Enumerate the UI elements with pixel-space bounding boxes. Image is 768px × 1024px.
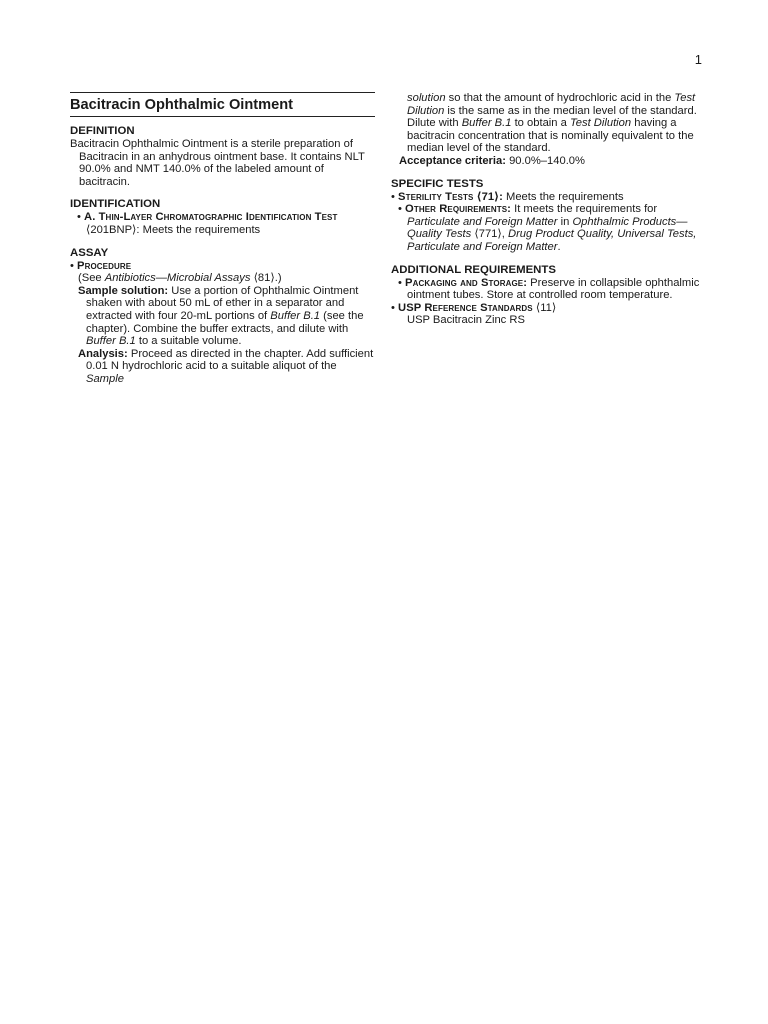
analysis-continued bbox=[391, 92, 701, 155]
analysis-text-2: so that the amount of hydrochloric acid in the bbox=[448, 92, 672, 104]
sample-solution bbox=[70, 285, 375, 348]
assay-procedure bbox=[70, 260, 375, 273]
identification-heading: IDENTIFICATION bbox=[70, 198, 161, 211]
sterility-tests-item bbox=[391, 191, 701, 204]
other-requirements-text-3: ⟨771⟩, bbox=[474, 228, 505, 241]
analysis-text-3: is the same as in the median level of the standard. Dilute with bbox=[407, 104, 697, 130]
other-requirements-italic-3: Drug Product Quality, Universal Tests, Particulate and Foreign Matter bbox=[407, 228, 697, 253]
bullet: • bbox=[391, 190, 395, 203]
packaging-storage-item bbox=[391, 277, 701, 302]
analysis-italic-2: Test Dilution bbox=[407, 92, 696, 117]
analysis-label: Analysis: bbox=[78, 347, 128, 360]
usp-reference-standards-ref: ⟨11⟩ bbox=[535, 301, 557, 314]
see-suffix: ⟨81⟩.) bbox=[253, 272, 282, 285]
identification-test-label: A. Thin-Layer Chromatographic Identification Test bbox=[84, 211, 338, 224]
other-requirements-text-4: . bbox=[557, 240, 561, 253]
other-requirements-italic-2: Ophthalmic Products—Quality Tests bbox=[407, 215, 688, 241]
identification-item bbox=[70, 211, 375, 236]
page-number: 1 bbox=[694, 52, 702, 67]
bullet: • bbox=[391, 301, 395, 314]
analysis-italic-3: Buffer B.1 bbox=[461, 117, 512, 130]
acceptance-label: Acceptance criteria: bbox=[399, 154, 506, 167]
analysis-text-5: having a bacitracin concentration that is nominally equivalent to the median level of the standard. bbox=[407, 117, 694, 155]
sample-solution-text-3: to a suitable volume. bbox=[138, 335, 242, 348]
analysis-text-1: Proceed as directed in the chapter. Add sufficient 0.01 N hydrochloric acid to a suitable aliquot of the bbox=[86, 347, 374, 373]
packaging-storage-label: Packaging and Storage: bbox=[405, 276, 528, 289]
sample-solution-buffer-2: Buffer B.1 bbox=[86, 335, 136, 348]
usp-reference-standards-label: USP Reference Standards bbox=[398, 301, 533, 314]
usp-reference-standard-entry: USP Bacitracin Zinc RS bbox=[407, 314, 525, 327]
other-requirements-text-2: in bbox=[560, 215, 570, 228]
identification-test-result: Meets the requirements bbox=[142, 223, 261, 236]
sample-solution-text-1: Use a portion of Ophthalmic Ointment shaken with about 50 mL of ether in a separator and extracted with four 20-mL portions of bbox=[86, 284, 359, 322]
analysis-italic-4: Test Dilution bbox=[569, 117, 632, 130]
other-requirements-label: Other Requirements: bbox=[405, 203, 511, 216]
analysis-solution-word: solution bbox=[407, 92, 446, 104]
monograph-title: Bacitracin Ophthalmic Ointment bbox=[70, 92, 375, 117]
definition-heading: DEFINITION bbox=[70, 125, 135, 137]
additional-requirements-heading: ADDITIONAL REQUIREMENTS bbox=[391, 263, 556, 276]
procedure-label: Procedure bbox=[77, 259, 132, 272]
sterility-tests-result: Meets the requirements bbox=[506, 190, 624, 203]
other-requirements-text-1: It meets the requirements for bbox=[514, 203, 658, 216]
usp-reference-standards-item bbox=[391, 302, 701, 315]
acceptance-value: 90.0%–140.0% bbox=[509, 154, 585, 167]
analysis-text-4: to obtain a bbox=[514, 117, 567, 130]
other-requirements-item bbox=[391, 203, 701, 253]
sample-solution-buffer-1: Buffer B.1 bbox=[270, 309, 321, 322]
see-chapter-ref: Antibiotics—Microbial Assays bbox=[104, 272, 251, 285]
assay-heading: ASSAY bbox=[70, 246, 109, 259]
acceptance-criteria bbox=[391, 155, 701, 168]
packaging-storage-text: Preserve in collapsible ophthalmic ointment tubes. Store at controlled room temperature. bbox=[407, 276, 700, 302]
bullet: • bbox=[70, 259, 74, 272]
procedure-see-reference bbox=[70, 272, 375, 285]
specific-tests-heading: SPECIFIC TESTS bbox=[391, 177, 484, 190]
right-column bbox=[391, 92, 701, 327]
bullet: • bbox=[398, 203, 402, 216]
other-requirements-italic-1: Particulate and Foreign Matter bbox=[407, 215, 558, 228]
definition-text: Bacitracin Ophthalmic Ointment is a sterile preparation of Bacitracin in an anhydrous ointment base. It contains NLT 90.0% and NMT 140.0% of the labeled amount of bacitracin. bbox=[70, 138, 365, 188]
see-prefix: (See bbox=[78, 272, 102, 285]
bullet: • bbox=[398, 276, 402, 289]
analysis-sample-word: Sample bbox=[86, 372, 124, 385]
bullet: • bbox=[77, 211, 81, 224]
sterility-tests-ref: ⟨71⟩: bbox=[476, 190, 503, 203]
sample-solution-label: Sample solution: bbox=[78, 284, 169, 297]
sterility-tests-label: Sterility Tests bbox=[398, 190, 474, 203]
sample-solution-text-2: (see the chapter). Combine the buffer extracts, and dilute with bbox=[86, 309, 364, 335]
identification-test-ref: ⟨201BNP⟩: bbox=[86, 223, 140, 236]
analysis-part-1 bbox=[70, 348, 375, 386]
left-column bbox=[70, 90, 375, 386]
